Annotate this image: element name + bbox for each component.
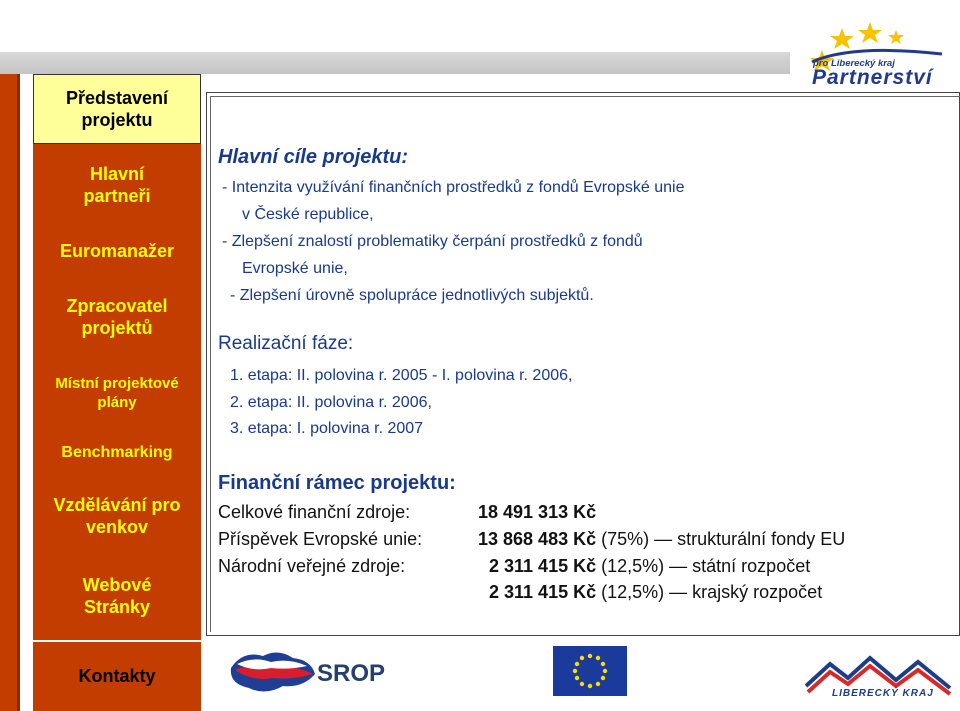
liberecky-kraj-text: LIBERECKÝ KRAJ xyxy=(832,688,934,699)
eu-flag xyxy=(553,646,627,696)
nav-item-euromanazer[interactable] xyxy=(33,234,201,268)
nav-item-label: Webové Stránky xyxy=(82,574,152,617)
goals-heading: Hlavní cíle projektu: xyxy=(218,146,409,168)
sidebar-nav xyxy=(33,74,201,711)
phase-label: 3. etapa: xyxy=(230,420,293,437)
nav-item-label: Vzdělávání pro venkov xyxy=(53,494,181,537)
nav-item-zpracovatel[interactable] xyxy=(33,290,201,344)
goal-line: v České republice, xyxy=(242,206,374,223)
finance-national-label: Národní veřejné zdroje: xyxy=(218,556,406,576)
nav-item-vzdelavani[interactable] xyxy=(33,488,201,544)
nav-item-predstaveni[interactable] xyxy=(33,74,201,144)
phase-text: II. polovina r. 2006, xyxy=(296,394,432,411)
liberecky-kraj-logo xyxy=(800,648,960,706)
phase-line xyxy=(230,367,572,385)
nav-item-benchmarking[interactable] xyxy=(33,438,201,468)
logo-subtitle: pro Liberecký kraj xyxy=(813,58,895,69)
finance-eu-value: 13 868 483 Kč (75%) — strukturální fondy EU xyxy=(478,529,846,549)
goal-line: - Zlepšení znalostí problematiky čerpání prostředků z fondů xyxy=(222,233,643,250)
nav-item-kontakty[interactable] xyxy=(33,640,201,711)
left-strip xyxy=(0,74,20,711)
finance-regional-value: 2 311 415 Kč (12,5%) — krajský rozpočet xyxy=(489,582,823,602)
phase-label: 2. etapa: xyxy=(230,394,293,411)
nav-item-label: Benchmarking xyxy=(61,444,173,461)
content-frame-inner xyxy=(210,96,960,632)
nav-item-mistni-plany[interactable] xyxy=(33,370,201,418)
phase-line xyxy=(230,394,432,412)
phase-line xyxy=(230,420,423,438)
finance-total-value: 18 491 313 Kč xyxy=(478,502,597,522)
goal-line: - Zlepšení úrovně spolupráce jednotlivých subjektů. xyxy=(230,287,594,304)
finance-national-value: 2 311 415 Kč (12,5%) — státní rozpočet xyxy=(489,556,811,576)
eu-stars-icon xyxy=(553,646,627,696)
nav-item-partneri[interactable] xyxy=(33,158,201,212)
srop-logo xyxy=(223,640,386,702)
nav-item-webove-stranky[interactable] xyxy=(33,568,201,624)
phase-text: II. polovina r. 2005 - I. polovina r. 2006, xyxy=(296,367,573,384)
top-bar xyxy=(0,52,790,74)
finance-heading: Finanční rámec projektu: xyxy=(218,472,456,494)
goal-line: Evropské unie, xyxy=(242,260,348,277)
nav-item-label: Euromanažer xyxy=(59,240,175,261)
phase-text: I. polovina r. 2007 xyxy=(296,420,424,437)
srop-text: SROP xyxy=(317,660,386,687)
phase-label: 1. etapa: xyxy=(230,367,293,384)
finance-total-label: Celkové finanční zdroje: xyxy=(218,502,411,522)
nav-item-label: Hlavní partneři xyxy=(83,163,151,206)
nav-item-label: Zpracovatel projektů xyxy=(66,295,168,338)
logo-title: Partnerství xyxy=(812,66,933,89)
goal-line: - Intenzita využívání finančních prostředků z fondů Evropské unie xyxy=(222,179,685,196)
realization-heading: Realizační fáze: xyxy=(218,333,354,354)
nav-item-label: Místní projektové plány xyxy=(55,375,179,411)
nav-item-label: Kontakty xyxy=(78,666,156,687)
finance-eu-label: Příspěvek Evropské unie: xyxy=(218,529,423,549)
nav-item-label: Představení projektu xyxy=(65,87,169,130)
